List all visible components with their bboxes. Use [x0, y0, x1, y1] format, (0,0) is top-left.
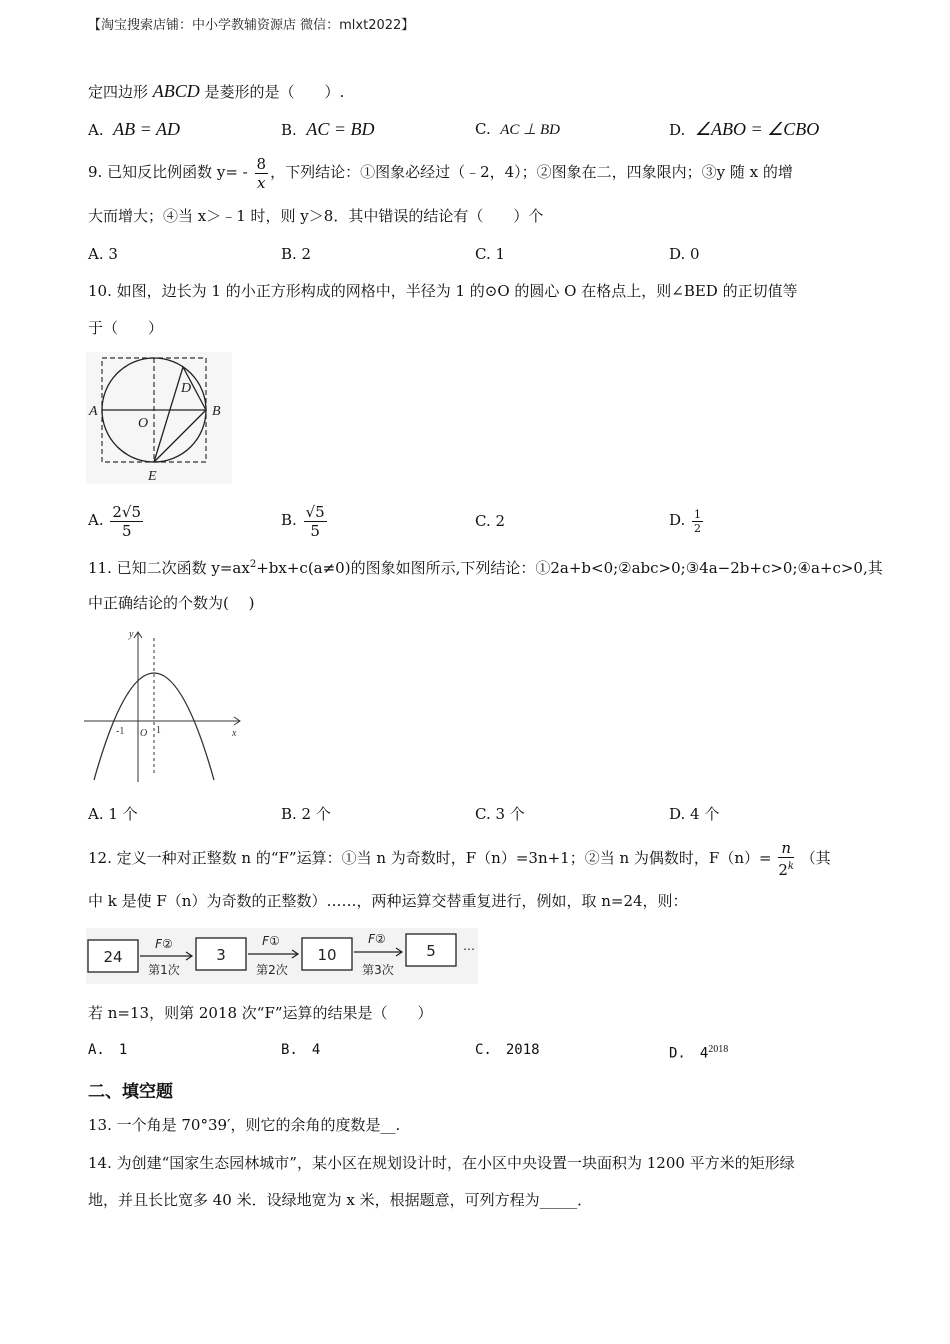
q14-stem-line1: 14. 为创建“国家生态园林城市”，某小区在规划设计时，在小区中央设置一块面积为 1200 平方米的矩形绿 [88, 1154, 795, 1172]
q8-stem-pre: 定四边形 [88, 83, 153, 101]
q12-flow-op-2: F① [262, 934, 280, 948]
q12-flow-op-3: F② [368, 932, 386, 946]
q10-stem-line1: 10. 如图，边长为 1 的小正方形构成的网格中，半径为 1 的⊙O 的圆心 O 在格点上，则∠BED 的正切值等 [88, 282, 798, 300]
q12-flow-value-1: 24 [103, 948, 123, 966]
q11-option-c[interactable]: C. 3 个 [475, 805, 525, 823]
q11-label-x: x [232, 728, 237, 739]
q8-stem-post: 是菱形的是（ ）. [199, 83, 345, 101]
q11-parabola [94, 673, 214, 780]
q10-label-o: O [138, 416, 149, 431]
section-fill-in-title: 二、填空题 [88, 1082, 173, 1102]
q10-option-c[interactable]: C. 2 [475, 512, 506, 530]
q11-label-y: y [129, 629, 134, 640]
q11-stem-line2: 中正确结论的个数为( ) [88, 594, 255, 612]
q12-flow-ellipsis: … [463, 939, 475, 953]
q9-stem-line2: 大而增大；④当 x＞﹣1 时，则 y＞8．其中错误的结论有（ ）个 [88, 207, 544, 225]
q10-label-e: E [148, 469, 157, 484]
q12-option-a[interactable]: A. 1 [88, 1042, 128, 1058]
q12-fraction: $\frac{n}{2^k}$ [778, 839, 794, 879]
q9-fraction: $\frac{8}{x}$ [256, 154, 267, 192]
q10-figure-bg [86, 352, 232, 484]
q12-flow-op-1: F② [155, 937, 173, 951]
q8-option-b[interactable]: B. AC = BD [281, 119, 375, 139]
q11-option-b[interactable]: B. 2 个 [281, 805, 331, 823]
q8-option-a[interactable]: A. AB = AD [88, 119, 180, 139]
q12-flow-value-4: 5 [426, 942, 436, 960]
q11-stem-line1: 11. 已知二次函数 $y=ax^2+bx+c(a\ne 0)$的图象如图所示,下列结论：①2a+b<0;②abc>0;③4a−2b+c>0;④a+c>0,其 [88, 559, 883, 577]
q9-option-c[interactable]: C. 1 [475, 245, 506, 263]
q10-option-d[interactable]: D. $\frac{1}{2}$ [669, 507, 702, 535]
q10-option-b[interactable]: B. $\frac{√5}{5}$ [281, 502, 325, 540]
page-header: 【淘宝搜索店铺：中小学教辅资源店 微信：mlxt2022】 [88, 18, 415, 33]
q12-option-b[interactable]: B. 4 [281, 1042, 321, 1058]
q11-option-a[interactable]: A. 1 个 [88, 805, 138, 823]
q10-label-d: D [181, 381, 192, 396]
q12-stem-line2: 中 k 是使 F（n）为奇数的正整数）……，两种运算交替重复进行，例如，取 n=24，则： [88, 892, 688, 910]
q12-stem-line1: 12. 定义一种对正整数 n 的“F”运算：①当 n 为奇数时，F（n）=3n+1；②当 n 为偶数时，F（n）= $\frac{n}{2^k}$ （其 [88, 839, 831, 879]
q12-flow-svg [86, 928, 478, 984]
q10-circle-figure [86, 352, 232, 484]
q12-flow-value-2: 3 [216, 946, 226, 964]
q11-label-neg1: -1 [116, 726, 125, 737]
q12-flow-step-2: 第2次 [256, 963, 288, 977]
q12-option-d[interactable]: D. $4^{2018}$ [669, 1044, 729, 1062]
q10-label-b: B [212, 404, 221, 419]
q12-flow-diagram [86, 928, 478, 984]
q12-flow-step-3: 第3次 [362, 963, 394, 977]
q12-flow-value-3: 10 [317, 946, 337, 964]
q11-label-o: O [140, 728, 148, 739]
q8-option-d[interactable]: D. ∠ABO = ∠CBO [669, 119, 820, 139]
q12-stem-line3: 若 n=13，则第 2018 次“F”运算的结果是（ ） [88, 1004, 433, 1022]
q9-option-b[interactable]: B. 2 [281, 245, 312, 263]
q9-option-a[interactable]: A. 3 [88, 245, 118, 263]
q8-stem-math: ABCD [152, 81, 200, 101]
q14-stem-line2: 地，并且长比宽多 40 米．设绿地宽为 x 米，根据题意，可列方程为_____． [88, 1191, 593, 1209]
q11-parabola-figure [84, 626, 244, 784]
q13-stem: 13. 一个角是 70°39′，则它的余角的度数是__. [88, 1116, 401, 1134]
q10-label-a: A [89, 404, 98, 419]
q8-option-c[interactable]: C. AC ⊥ BD [475, 120, 560, 138]
q10-option-a[interactable]: A. $\frac{2√5}{5}$ [88, 502, 142, 540]
q8-stem [88, 81, 344, 102]
q12-option-c[interactable]: C. 2018 [475, 1042, 540, 1058]
q9-option-d[interactable]: D. 0 [669, 245, 700, 263]
q10-stem-line2: 于（ ） [88, 319, 164, 337]
q9-stem: 9. 已知反比例函数 y= - $\frac{8}{x}$ ，下列结论：①图象必经过（﹣2，4）；②图象在二，四象限内；③y 随 x 的增 [88, 154, 793, 192]
q11-option-d[interactable]: D. 4 个 [669, 805, 720, 823]
q11-label-1: 1 [156, 725, 161, 736]
q12-flow-step-1: 第1次 [148, 963, 180, 977]
